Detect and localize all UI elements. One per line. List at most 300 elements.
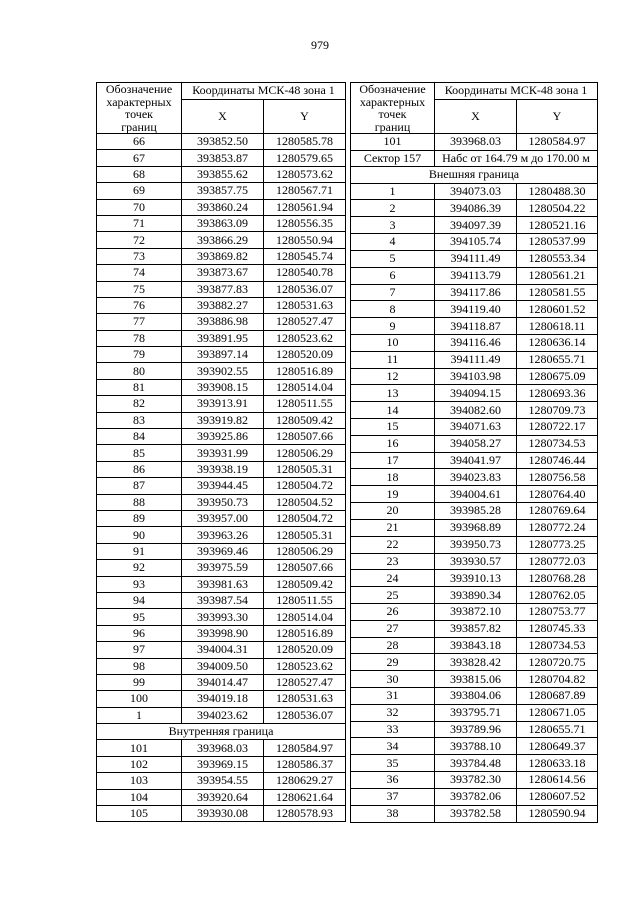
point-id: 17: [351, 452, 435, 469]
y-value: 1280578.93: [264, 806, 346, 822]
x-value: 393784.48: [435, 755, 517, 772]
table-row: [351, 419, 598, 436]
point-id: 18: [351, 469, 435, 486]
x-value: 393919.82: [182, 412, 264, 428]
y-value: 1280536.07: [264, 281, 346, 297]
y-value: 1280521.16: [517, 217, 598, 234]
point-id: 33: [351, 721, 435, 738]
point-id: 28: [351, 637, 435, 654]
point-id: 90: [97, 527, 182, 543]
point-designation-header: Обозначение характерных точек границ: [351, 83, 435, 134]
y-value: 1280734.53: [517, 637, 598, 654]
point-id: 80: [97, 363, 182, 379]
y-value: 1280509.42: [264, 576, 346, 592]
point-id: 31: [351, 688, 435, 705]
left-rows-b: [97, 740, 346, 822]
y-value: 1280601.52: [517, 301, 598, 318]
table-row: [351, 738, 598, 755]
point-id: 99: [97, 674, 182, 690]
point-id: 70: [97, 199, 182, 215]
table-row: [351, 368, 598, 385]
y-value: 1280550.94: [264, 232, 346, 248]
x-value: 393930.08: [182, 806, 264, 822]
point-id: 35: [351, 755, 435, 772]
x-value: 393828.42: [435, 654, 517, 671]
x-value: 394023.83: [435, 469, 517, 486]
point-id: 73: [97, 248, 182, 264]
table-row: [97, 773, 346, 789]
point-id: 66: [97, 134, 182, 150]
x-value: 393853.87: [182, 150, 264, 166]
y-value: 1280621.64: [264, 789, 346, 805]
y-value: 1280636.14: [517, 334, 598, 351]
x-value: 393950.73: [435, 536, 517, 553]
y-value: 1280545.74: [264, 248, 346, 264]
x-value: 394041.97: [435, 452, 517, 469]
table-row: [97, 691, 346, 707]
table-row: [351, 402, 598, 419]
point-id: 1: [97, 707, 182, 723]
table-row: [351, 351, 598, 368]
table-row: [97, 789, 346, 805]
table-row: [351, 250, 598, 267]
point-id: 105: [97, 806, 182, 822]
y-value: 1280520.09: [264, 347, 346, 363]
y-value: 1280516.89: [264, 625, 346, 641]
y-value: 1280772.03: [517, 553, 598, 570]
table-row: [351, 385, 598, 402]
y-value: 1280516.89: [264, 363, 346, 379]
point-id: 29: [351, 654, 435, 671]
table-row: [97, 560, 346, 576]
y-value: 1280511.55: [264, 592, 346, 608]
x-value: 393925.86: [182, 429, 264, 445]
y-value: 1280553.34: [517, 250, 598, 267]
x-value: 393860.24: [182, 199, 264, 215]
x-value: 393890.34: [435, 587, 517, 604]
point-id: 12: [351, 368, 435, 385]
y-value: 1280687.89: [517, 688, 598, 705]
x-value: 393930.57: [435, 553, 517, 570]
y-value: 1280655.71: [517, 721, 598, 738]
x-value: 393815.06: [435, 671, 517, 688]
x-value: 393882.27: [182, 297, 264, 313]
point-id: 81: [97, 379, 182, 395]
point-id: 100: [97, 691, 182, 707]
table-row: [97, 232, 346, 248]
table-row: [97, 396, 346, 412]
y-value: 1280540.78: [264, 265, 346, 281]
point-id: 74: [97, 265, 182, 281]
table-row: [97, 347, 346, 363]
y-value: 1280556.35: [264, 215, 346, 231]
table-row: [351, 318, 598, 335]
point-id: 37: [351, 788, 435, 805]
y-value: 1280505.31: [264, 461, 346, 477]
table-row: [351, 688, 598, 705]
y-value: 1280607.52: [517, 788, 598, 805]
x-value: 394004.31: [182, 642, 264, 658]
x-value: 393938.19: [182, 461, 264, 477]
table-row: [351, 570, 598, 587]
y-value: 1280537.99: [517, 234, 598, 251]
y-value: 1280536.07: [264, 707, 346, 723]
x-value: 394023.62: [182, 707, 264, 723]
y-value: 1280523.62: [264, 330, 346, 346]
table-row: [351, 134, 598, 151]
point-id: 79: [97, 347, 182, 363]
x-value: 393944.45: [182, 478, 264, 494]
table-row: [351, 536, 598, 553]
table-row: [97, 543, 346, 559]
point-id: 24: [351, 570, 435, 587]
y-value: 1280531.63: [264, 297, 346, 313]
x-value: 393954.55: [182, 773, 264, 789]
x-value: 393910.13: [435, 570, 517, 587]
y-value: 1280722.17: [517, 419, 598, 436]
y-value: 1280586.37: [264, 756, 346, 772]
table-row: [97, 265, 346, 281]
y-value: 1280762.05: [517, 587, 598, 604]
x-value: 394082.60: [435, 402, 517, 419]
table-row: [97, 510, 346, 526]
x-value: 394111.49: [435, 250, 517, 267]
y-value: 1280753.77: [517, 603, 598, 620]
y-value: 1280579.65: [264, 150, 346, 166]
point-id: 32: [351, 704, 435, 721]
point-id: 21: [351, 519, 435, 536]
table-row: [97, 527, 346, 543]
point-id: 30: [351, 671, 435, 688]
point-id: 92: [97, 560, 182, 576]
point-id: 94: [97, 592, 182, 608]
table-row: [97, 642, 346, 658]
point-id: 84: [97, 429, 182, 445]
y-value: 1280734.53: [517, 435, 598, 452]
point-id: 104: [97, 789, 182, 805]
sector-row: [351, 150, 598, 166]
point-designation-header: Обозначение характерных точек границ: [97, 83, 182, 134]
x-value: 393920.64: [182, 789, 264, 805]
table-row: [351, 334, 598, 351]
y-value: 1280505.31: [264, 527, 346, 543]
point-id: 13: [351, 385, 435, 402]
table-row: [351, 234, 598, 251]
y-value: 1280585.78: [264, 134, 346, 150]
point-id: 103: [97, 773, 182, 789]
y-value: 1280772.24: [517, 519, 598, 536]
point-id: 93: [97, 576, 182, 592]
point-id: 75: [97, 281, 182, 297]
point-id: 77: [97, 314, 182, 330]
section-inner-boundary: Внутренняя граница: [97, 724, 346, 740]
point-id: 3: [351, 217, 435, 234]
table-row: [97, 134, 346, 150]
table-row: [351, 637, 598, 654]
y-value: 1280675.09: [517, 368, 598, 385]
x-value: 393782.06: [435, 788, 517, 805]
x-value: 393968.03: [435, 134, 517, 151]
right-rows: [351, 183, 598, 822]
x-value: 393782.58: [435, 805, 517, 822]
point-id: 68: [97, 166, 182, 182]
x-value: 393857.82: [435, 620, 517, 637]
y-value: 1280704.82: [517, 671, 598, 688]
y-value: 1280523.62: [264, 658, 346, 674]
x-value: 394094.15: [435, 385, 517, 402]
table-row: [351, 654, 598, 671]
y-value: 1280520.09: [264, 642, 346, 658]
left-coordinates-table: [96, 82, 346, 822]
y-value: 1280693.36: [517, 385, 598, 402]
y-value: 1280745.33: [517, 620, 598, 637]
sector-height-range: Набс от 164.79 м до 170.00 м: [435, 150, 598, 166]
y-value: 1280633.18: [517, 755, 598, 772]
point-id: 91: [97, 543, 182, 559]
table-row: [97, 576, 346, 592]
x-value: 394117.86: [435, 284, 517, 301]
x-value: 393804.06: [435, 688, 517, 705]
x-value: 393869.82: [182, 248, 264, 264]
table-row: [351, 704, 598, 721]
point-id: 1: [351, 183, 435, 200]
table-row: [351, 772, 598, 789]
x-value: 393993.30: [182, 609, 264, 625]
point-id: 26: [351, 603, 435, 620]
x-value: 393789.96: [435, 721, 517, 738]
point-id: 14: [351, 402, 435, 419]
point-id: 4: [351, 234, 435, 251]
x-value: 394103.98: [435, 368, 517, 385]
y-value: 1280504.52: [264, 494, 346, 510]
point-id: 7: [351, 284, 435, 301]
table-row: [351, 503, 598, 520]
x-value: 394119.40: [435, 301, 517, 318]
left-rows-a: [97, 134, 346, 724]
y-value: 1280581.55: [517, 284, 598, 301]
x-value: 394118.87: [435, 318, 517, 335]
y-value: 1280584.97: [517, 134, 598, 151]
coordinates-header: Координаты МСК-48 зона 1: [182, 83, 346, 100]
table-row: [351, 788, 598, 805]
table-row: [351, 200, 598, 217]
table-row: [97, 363, 346, 379]
x-value: 394019.18: [182, 691, 264, 707]
x-value: 394058.27: [435, 435, 517, 452]
x-value: 394097.39: [435, 217, 517, 234]
point-id: 15: [351, 419, 435, 436]
y-value: 1280746.44: [517, 452, 598, 469]
page-number: 979: [311, 38, 329, 52]
point-id: 102: [97, 756, 182, 772]
y-column-header: Y: [264, 100, 346, 134]
point-id: 95: [97, 609, 182, 625]
table-row: [97, 199, 346, 215]
y-column-header: Y: [517, 100, 598, 134]
table-row: [97, 609, 346, 625]
x-value: 393877.83: [182, 281, 264, 297]
y-value: 1280773.25: [517, 536, 598, 553]
table-row: [97, 674, 346, 690]
point-id: 78: [97, 330, 182, 346]
table-row: [351, 519, 598, 536]
x-value: 393975.59: [182, 560, 264, 576]
table-row: [97, 494, 346, 510]
table-row: [351, 721, 598, 738]
y-value: 1280764.40: [517, 486, 598, 503]
x-value: 393855.62: [182, 166, 264, 182]
point-id: 38: [351, 805, 435, 822]
y-value: 1280507.66: [264, 560, 346, 576]
y-value: 1280506.29: [264, 543, 346, 559]
point-id: 25: [351, 587, 435, 604]
x-value: 393902.55: [182, 363, 264, 379]
x-value: 393897.14: [182, 347, 264, 363]
y-value: 1280573.62: [264, 166, 346, 182]
x-value: 393843.18: [435, 637, 517, 654]
point-id: 87: [97, 478, 182, 494]
table-row: [97, 625, 346, 641]
point-id: 98: [97, 658, 182, 674]
table-row: [97, 740, 346, 756]
point-id: 20: [351, 503, 435, 520]
y-value: 1280527.47: [264, 674, 346, 690]
x-value: 393873.67: [182, 265, 264, 281]
y-value: 1280614.56: [517, 772, 598, 789]
x-column-header: X: [182, 100, 264, 134]
x-value: 393852.50: [182, 134, 264, 150]
table-row: [351, 435, 598, 452]
point-id: 27: [351, 620, 435, 637]
y-value: 1280561.94: [264, 199, 346, 215]
table-row: [97, 379, 346, 395]
table-row: [351, 284, 598, 301]
point-id: 67: [97, 150, 182, 166]
x-value: 393981.63: [182, 576, 264, 592]
x-value: 393913.91: [182, 396, 264, 412]
table-row: [351, 805, 598, 822]
point-id: 89: [97, 510, 182, 526]
point-id: 22: [351, 536, 435, 553]
x-value: 393987.54: [182, 592, 264, 608]
table-row: [351, 217, 598, 234]
point-id: 9: [351, 318, 435, 335]
x-value: 393863.09: [182, 215, 264, 231]
table-row: [97, 756, 346, 772]
table-row: [351, 486, 598, 503]
table-row: [351, 587, 598, 604]
point-id: 34: [351, 738, 435, 755]
y-value: 1280506.29: [264, 445, 346, 461]
point-id: 23: [351, 553, 435, 570]
table-row: [97, 215, 346, 231]
x-value: 393872.10: [435, 603, 517, 620]
point-id: 36: [351, 772, 435, 789]
sector-label: Сектор 157: [351, 150, 435, 166]
table-row: [97, 297, 346, 313]
y-value: 1280567.71: [264, 183, 346, 199]
x-value: 394105.74: [435, 234, 517, 251]
x-value: 393969.15: [182, 756, 264, 772]
point-id: 101: [351, 134, 435, 151]
x-value: 393795.71: [435, 704, 517, 721]
table-row: [351, 183, 598, 200]
point-id: 10: [351, 334, 435, 351]
point-id: 85: [97, 445, 182, 461]
x-column-header: X: [435, 100, 517, 134]
section-outer-boundary: Внешняя граница: [351, 166, 598, 183]
table-row: [97, 412, 346, 428]
table-row: [97, 478, 346, 494]
y-value: 1280507.66: [264, 429, 346, 445]
y-value: 1280561.21: [517, 267, 598, 284]
table-row: [351, 452, 598, 469]
x-value: 394071.63: [435, 419, 517, 436]
table-row: [351, 620, 598, 637]
table-row: [97, 183, 346, 199]
y-value: 1280590.94: [517, 805, 598, 822]
table-row: [97, 592, 346, 608]
y-value: 1280756.58: [517, 469, 598, 486]
y-value: 1280618.11: [517, 318, 598, 335]
table-row: [97, 658, 346, 674]
point-id: 71: [97, 215, 182, 231]
y-value: 1280720.75: [517, 654, 598, 671]
point-id: 76: [97, 297, 182, 313]
x-value: 394086.39: [435, 200, 517, 217]
x-value: 393857.75: [182, 183, 264, 199]
y-value: 1280527.47: [264, 314, 346, 330]
table-row: [97, 166, 346, 182]
right-coordinates-table: [350, 82, 598, 823]
y-value: 1280504.72: [264, 510, 346, 526]
table-row: [97, 429, 346, 445]
y-value: 1280629.27: [264, 773, 346, 789]
x-value: 394111.49: [435, 351, 517, 368]
x-value: 393950.73: [182, 494, 264, 510]
table-row: [97, 248, 346, 264]
table-row: [97, 281, 346, 297]
point-id: 101: [97, 740, 182, 756]
x-value: 393963.26: [182, 527, 264, 543]
table-row: [351, 671, 598, 688]
x-value: 393886.98: [182, 314, 264, 330]
y-value: 1280514.04: [264, 609, 346, 625]
x-value: 393968.03: [182, 740, 264, 756]
point-id: 82: [97, 396, 182, 412]
coordinates-header: Координаты МСК-48 зона 1: [435, 83, 598, 100]
table-row: [97, 314, 346, 330]
point-id: 11: [351, 351, 435, 368]
table-row: [97, 461, 346, 477]
y-value: 1280504.72: [264, 478, 346, 494]
point-id: 5: [351, 250, 435, 267]
point-id: 96: [97, 625, 182, 641]
y-value: 1280584.97: [264, 740, 346, 756]
point-id: 88: [97, 494, 182, 510]
y-value: 1280671.05: [517, 704, 598, 721]
point-id: 72: [97, 232, 182, 248]
x-value: 393957.00: [182, 510, 264, 526]
table-row: [97, 150, 346, 166]
x-value: 393998.90: [182, 625, 264, 641]
point-id: 8: [351, 301, 435, 318]
point-id: 19: [351, 486, 435, 503]
y-value: 1280514.04: [264, 379, 346, 395]
point-id: 2: [351, 200, 435, 217]
table-row: [351, 301, 598, 318]
x-value: 393788.10: [435, 738, 517, 755]
